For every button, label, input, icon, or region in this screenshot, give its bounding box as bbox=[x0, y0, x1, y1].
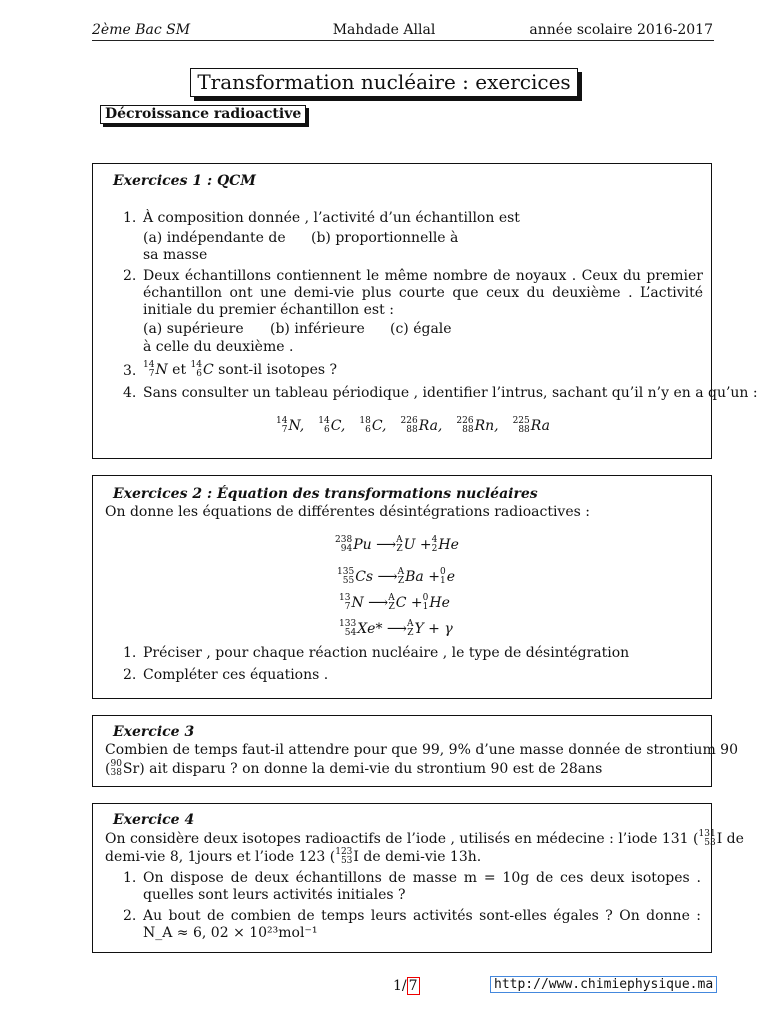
isotope-6-symbol: Ra bbox=[530, 418, 550, 434]
eq4-product-numbers: A Z bbox=[406, 619, 414, 638]
eq3-reactant: N bbox=[351, 595, 369, 611]
equation-1 bbox=[335, 536, 459, 554]
eq3-product-numbers: A Z bbox=[388, 593, 395, 612]
exercise-4-line1: On considère deux isotopes radioactifs de l’iode , utilisés en médecine : l’iode 131 ( 131 53 I de bbox=[105, 829, 744, 848]
isotope-2-symbol: C, bbox=[330, 418, 346, 434]
eq1-product-numbers: A Z bbox=[396, 535, 403, 554]
eq1-particle: He bbox=[438, 537, 459, 553]
header-rule bbox=[92, 40, 714, 41]
isotope-4-numbers: 226 88 bbox=[400, 416, 418, 435]
exercise-4-box bbox=[92, 803, 744, 953]
q4-number: 4. bbox=[123, 385, 137, 401]
header-class: 2ème Bac SM bbox=[92, 22, 191, 38]
q3-number: 3. bbox=[123, 363, 137, 379]
section-title: Décroissance radioactive bbox=[100, 105, 306, 124]
page-title: Transformation nucléaire : exercices bbox=[190, 68, 577, 97]
q1-option-b: (b) proportionnelle à bbox=[311, 230, 459, 246]
ex4-q2-number: 2. bbox=[123, 908, 137, 924]
exercise-1-box bbox=[92, 163, 758, 459]
q2-option-c: (c) égale bbox=[390, 321, 452, 337]
eq2-particle: e bbox=[446, 569, 455, 585]
exercise-3-line1: Combien de temps faut-il attendre pour que 99, 9% d’une masse donnée de strontium 90 bbox=[105, 742, 738, 758]
eq4-reactant-numbers: 133 54 bbox=[339, 619, 357, 638]
eq3-product: C + bbox=[395, 595, 423, 611]
exercise-3-line2: ( 90 38 Sr) ait disparu ? on donne la demi-vie du strontium 90 est de 28ans bbox=[105, 759, 603, 778]
eq2-product: Ba + bbox=[405, 569, 440, 585]
isotope-1-symbol: N, bbox=[288, 418, 305, 434]
isotope-4-symbol: Ra, bbox=[418, 418, 443, 434]
isotope-3-numbers: 18 6 bbox=[359, 416, 371, 435]
isotope-2-numbers: 14 6 bbox=[318, 416, 330, 435]
q3-iso1-mass: 14 bbox=[143, 360, 155, 370]
eq4-reactant: Xe* bbox=[357, 621, 387, 637]
q3-iso1-atomic: 7 bbox=[148, 369, 155, 379]
exercise-2-box bbox=[92, 475, 712, 699]
exercise-2-title: Exercices 2 : Équation des transformations nucléaires bbox=[113, 486, 538, 502]
header-year: année scolaire 2016-2017 bbox=[529, 22, 713, 38]
ex4-q1-number: 1. bbox=[123, 870, 137, 886]
isotope-list bbox=[276, 417, 564, 435]
eq1-arrow: ⟶ bbox=[376, 537, 397, 553]
page-number: 1/ 7 bbox=[393, 978, 418, 994]
eq1-reactant: Pu bbox=[353, 537, 377, 553]
ex4-q2-text: Au bout de combien de temps leurs activités sont-elles égales ? On donne : N_A ≈ 6, 02 × 10²³mol⁻¹ bbox=[143, 908, 701, 941]
eq4-arrow: ⟶ bbox=[386, 621, 407, 637]
eq2-product-numbers: A Z bbox=[397, 567, 405, 586]
equation-3 bbox=[339, 594, 450, 612]
eq3-arrow: ⟶ bbox=[368, 595, 389, 611]
q1-text: À composition donnée , l’activité d’un échantillon est bbox=[143, 210, 520, 226]
q3-text: 14 7 N et 14 6 C sont-il isotopes ? bbox=[143, 360, 338, 379]
q1-option-a-cont: sa masse bbox=[143, 247, 208, 263]
eq4-product: Y + γ bbox=[414, 621, 453, 637]
isotope-3-symbol: C, bbox=[371, 418, 387, 434]
eq1-reactant-numbers: 238 94 bbox=[335, 535, 353, 554]
eq3-particle-numbers: 0 1 bbox=[422, 593, 429, 612]
eq1-particle-numbers: 4 2 bbox=[431, 535, 438, 554]
exercise-3-title: Exercice 3 bbox=[113, 724, 195, 740]
exercise-1-title: Exercices 1 : QCM bbox=[113, 173, 256, 189]
q1-number: 1. bbox=[123, 210, 137, 226]
ex4-q1-text: On dispose de deux échantillons de masse m = 10g de ces deux isotopes . quelles sont leurs activités initiales ? bbox=[143, 870, 701, 903]
exercise-2-intro: On donne les équations de différentes désintégrations radioactives : bbox=[105, 504, 590, 520]
exercise-4-title: Exercice 4 bbox=[113, 812, 195, 828]
page-total-link[interactable]: 7 bbox=[408, 978, 418, 994]
q2-text: Deux échantillons contiennent le même nombre de noyaux . Ceux du premier échantillon ont une demi-vie plus courte que ceux du deuxième . L’activité initiale du premier échantillon est : bbox=[143, 268, 703, 318]
isotope-6-numbers: 225 88 bbox=[512, 416, 530, 435]
q4-text: Sans consulter un tableau périodique , identifier l’intrus, sachant qu’il n’y en a qu’un : bbox=[143, 385, 758, 401]
exercise-3-box bbox=[92, 715, 738, 787]
eq3-reactant-numbers: 13 7 bbox=[339, 593, 351, 612]
isotope-1-numbers: 14 7 bbox=[276, 416, 288, 435]
eq2-reactant: Cs bbox=[355, 569, 378, 585]
isotope-5-numbers: 226 88 bbox=[456, 416, 474, 435]
equation-2 bbox=[337, 568, 455, 586]
ex2-q1-number: 1. bbox=[123, 645, 137, 661]
exercise-4-line2: demi-vie 8, 1jours et l’iode 123 ( 123 53 I de demi-vie 13h. bbox=[105, 847, 482, 866]
eq2-reactant-numbers: 135 55 bbox=[337, 567, 355, 586]
ex2-q1-text: Préciser , pour chaque réaction nucléaire , le type de désintégration bbox=[143, 645, 630, 661]
eq2-particle-numbers: 0 1 bbox=[439, 567, 446, 586]
isotope-5-symbol: Rn, bbox=[474, 418, 499, 434]
q1-option-a: (a) indépendante de bbox=[143, 230, 286, 246]
q2-option-b: (b) inférieure bbox=[270, 321, 365, 337]
eq1-product: U + bbox=[403, 537, 432, 553]
equation-4 bbox=[339, 620, 453, 638]
eq2-arrow: ⟶ bbox=[377, 569, 398, 585]
header-author: Mahdade Allal bbox=[332, 22, 436, 38]
ex2-q2-number: 2. bbox=[123, 667, 137, 683]
website-link[interactable]: http://www.chimiephysique.ma bbox=[490, 976, 717, 993]
ex2-q2-text: Compléter ces équations . bbox=[143, 667, 329, 683]
q2-option-a: (a) supérieure bbox=[143, 321, 244, 337]
q2-number: 2. bbox=[123, 268, 137, 284]
eq3-particle: He bbox=[429, 595, 450, 611]
q2-option-a-cont: à celle du deuxième . bbox=[143, 339, 294, 355]
